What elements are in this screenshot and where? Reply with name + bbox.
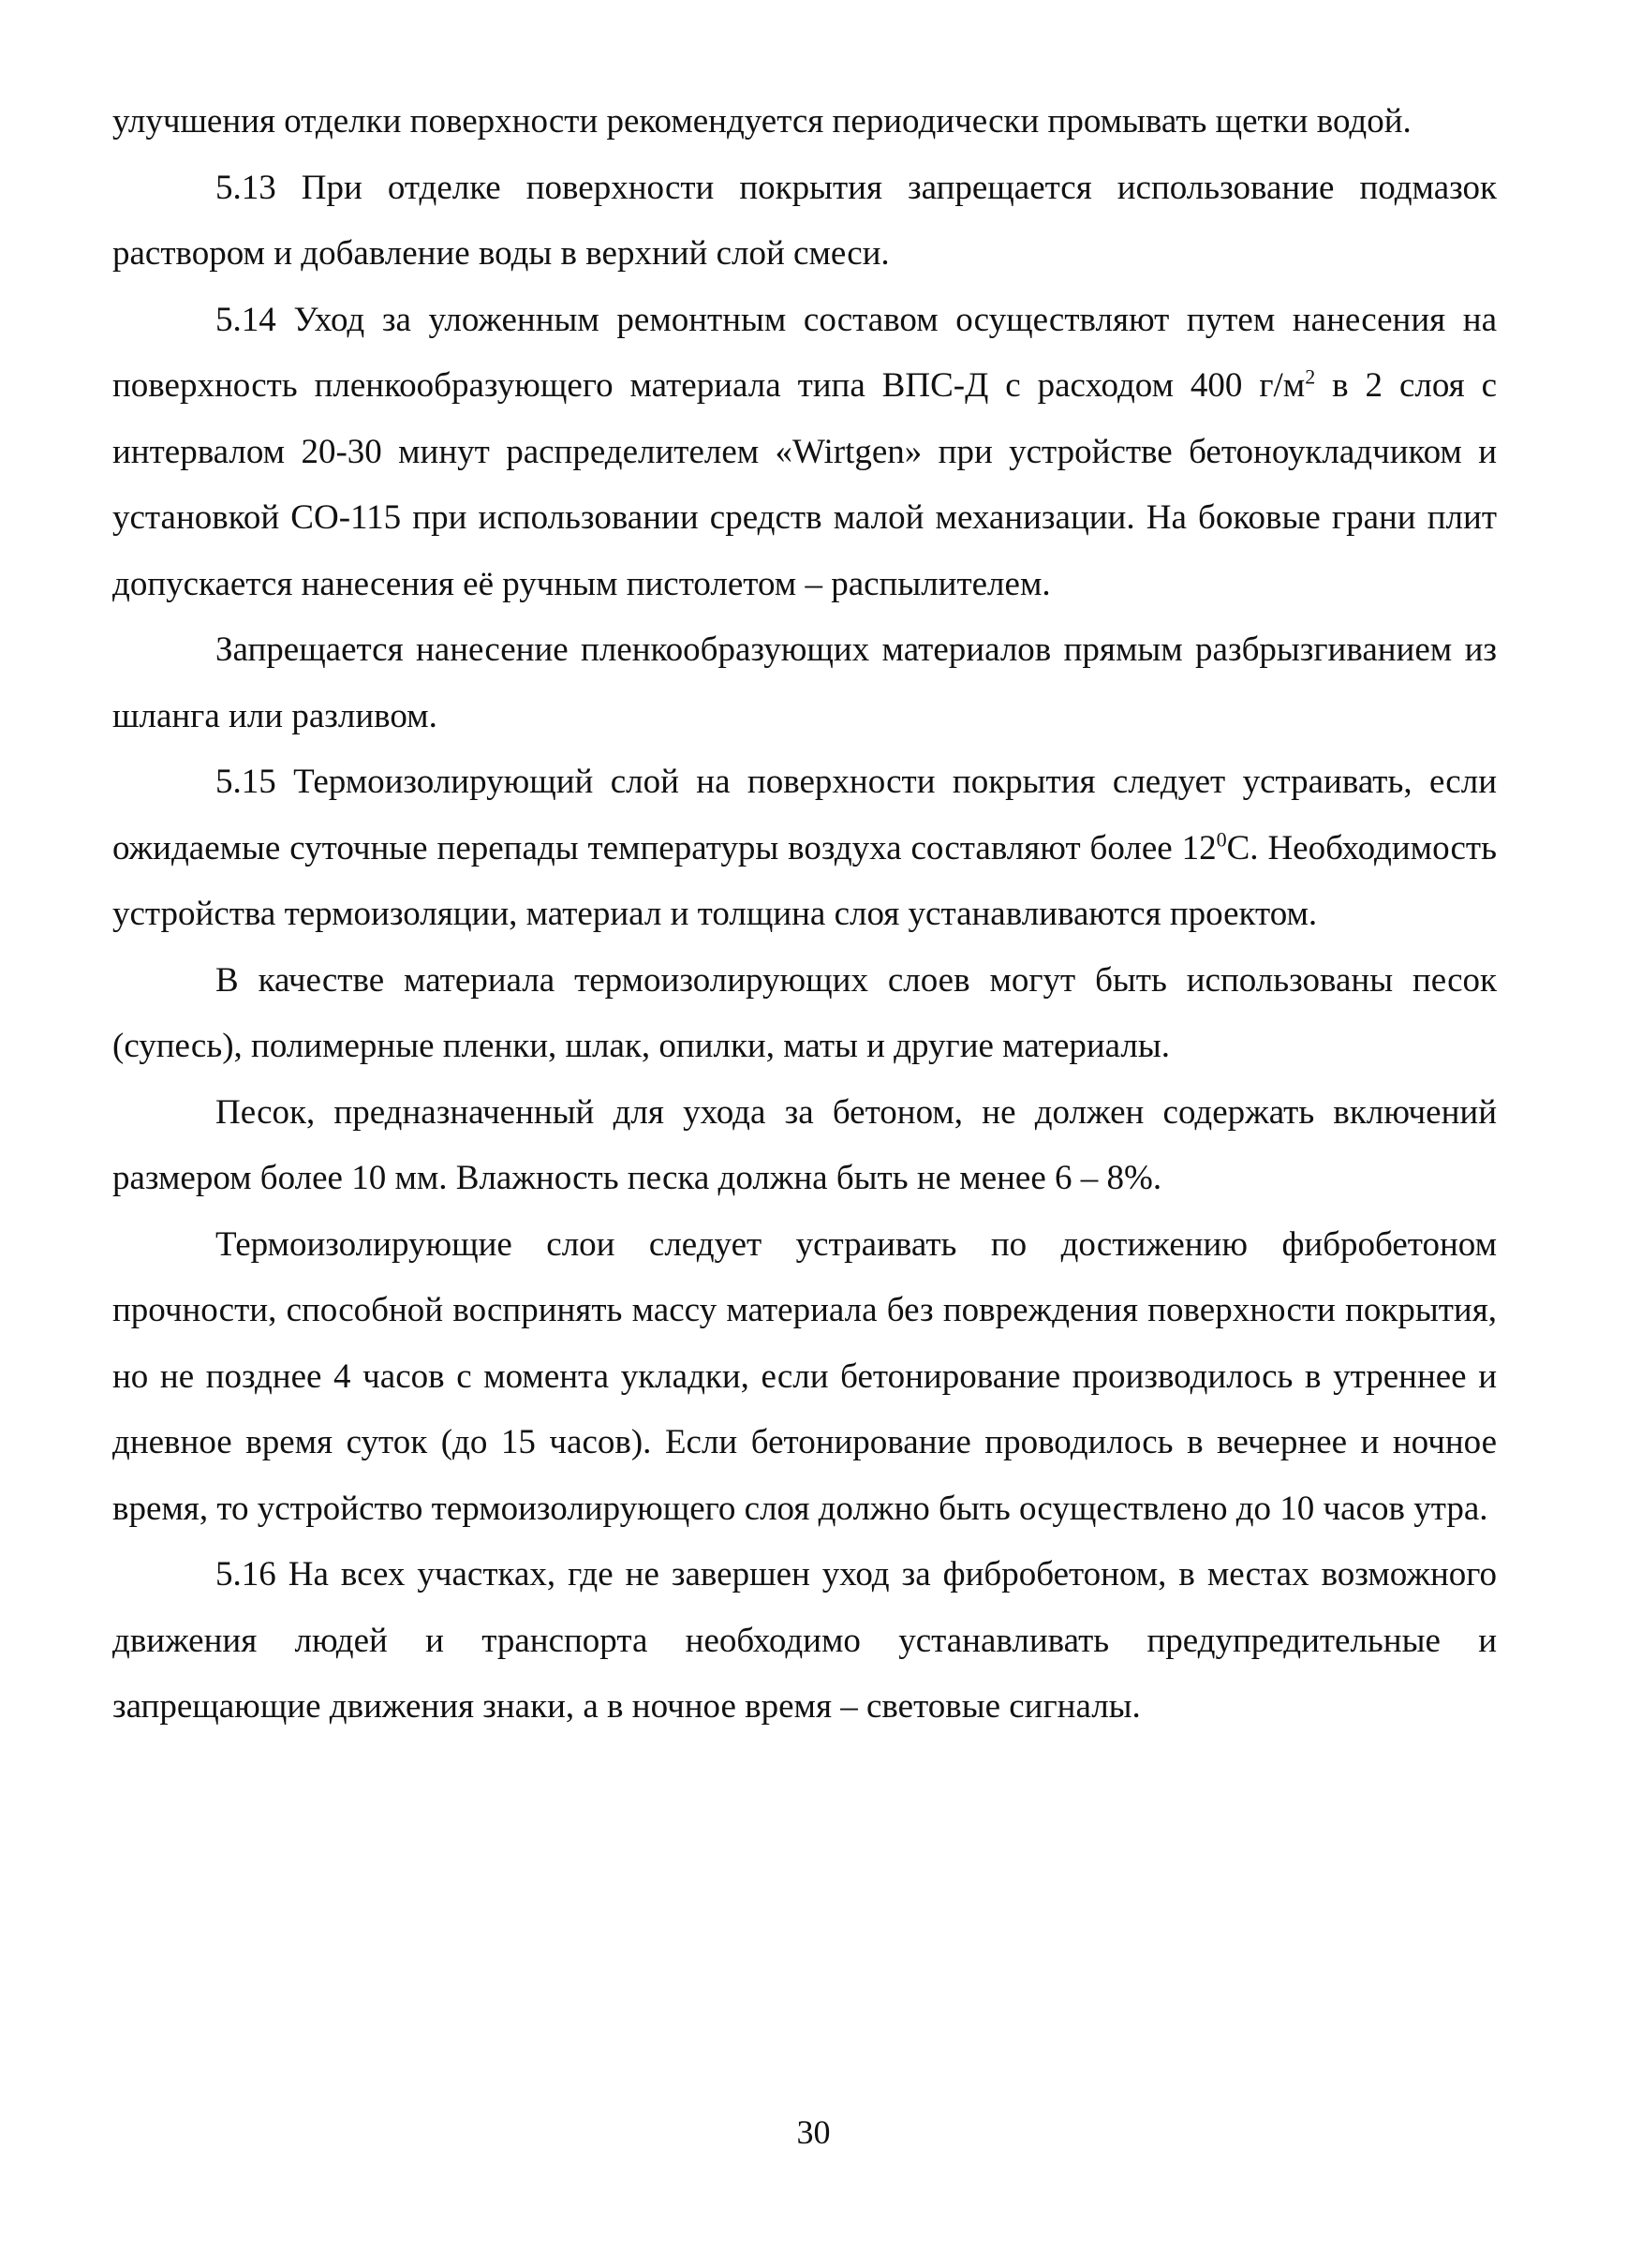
paragraph-continuation: улучшения отделки поверхности рекомендуется периодически промывать щетки водой. xyxy=(112,102,1412,141)
document-page xyxy=(112,89,1497,1741)
paragraph-5-14 xyxy=(112,288,1497,618)
paragraph-5-16: 5.16 На всех участках, где не завершен уход за фибробетоном, в местах возможного движения людей и транспорта необходимо устанавливать предупредительные и запрещающие движения знаки, а в ночное время – световые сигналы. xyxy=(112,1555,1497,1726)
paragraph-5-15-part-2: С. Необходимость устройства термоизоляции, материал и толщина слоя устанавливаются проектом. xyxy=(112,828,1497,933)
page-number: 30 xyxy=(796,2113,831,2151)
superscript-degree: 0 xyxy=(1216,827,1227,852)
paragraph-prohibition: Запрещается нанесение пленкообразующих материалов прямым разбрызгиванием из шланга или разливом. xyxy=(112,630,1497,735)
paragraph-materials: В качестве материала термоизолирующих слоев могут быть использованы песок (супесь), полимерные пленки, шлак, опилки, маты и другие материалы. xyxy=(112,960,1497,1065)
paragraph-5-15 xyxy=(112,749,1497,948)
paragraph-5-14-part-2: в 2 слоя с интервалом 20-30 минут распределителем «Wirtgen» при устройстве бетоноукладчиком и установкой СО-115 при использовании средств малой механизации. На боковые грани плит допускается нанесения её ручным пистолетом – распылителем. xyxy=(112,366,1497,603)
paragraph-sand: Песок, предназначенный для ухода за бетоном, не должен содержать включений размером более 10 мм. Влажность песка должна быть не менее 6 – 8%. xyxy=(112,1092,1497,1197)
paragraph-5-14-part-1: 5.14 Уход за уложенным ремонтным составом осуществляют путем нанесения на поверхность пленкообразующего материала типа ВПС-Д с расходом 400 г/м xyxy=(112,300,1497,405)
paragraph-timing: Термоизолирующие слои следует устраивать по достижению фибробетоном прочности, способной воспринять массу материала без повреждения поверхности покрытия, но не позднее 4 часов с момента укладки, если бетонирование производилось в утреннее и дневное время суток (до 15 часов). Если бетонирование проводилось в вечернее и ночное время, то устройство термоизолирующего слоя должно быть осуществлено до 10 часов утра. xyxy=(112,1224,1497,1528)
superscript-square: 2 xyxy=(1305,364,1316,389)
paragraph-5-15-part-1: 5.15 Термоизолирующий слой на поверхности покрытия следует устраивать, если ожидаемые суточные перепады температуры воздуха составляют более 12 xyxy=(112,763,1497,867)
paragraph-5-13: 5.13 При отделке поверхности покрытия запрещается использование подмазок раствором и добавление воды в верхний слой смеси. xyxy=(112,168,1497,273)
